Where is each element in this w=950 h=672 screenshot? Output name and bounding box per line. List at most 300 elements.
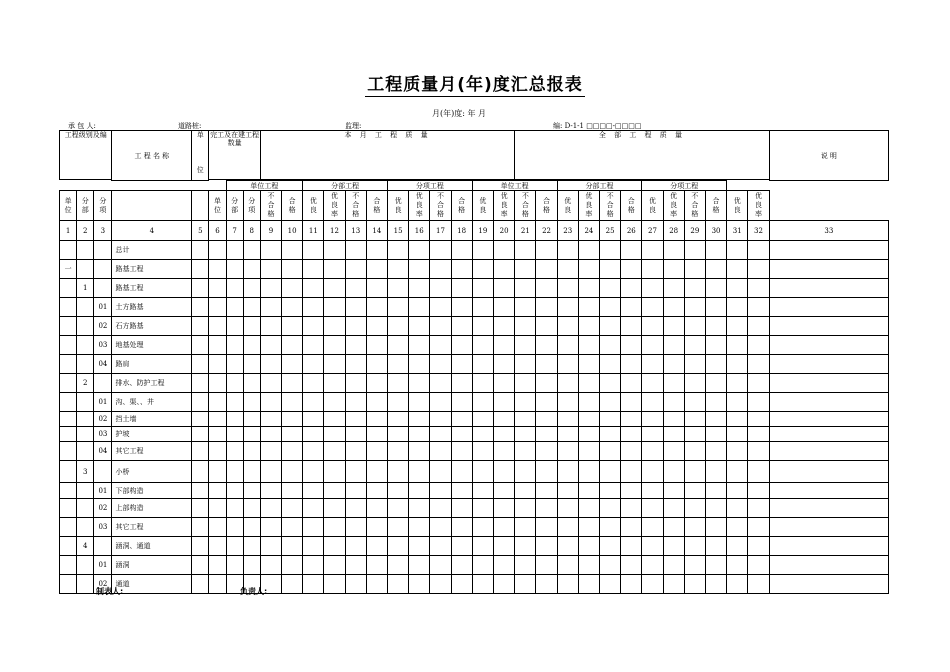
column-number: 11	[303, 221, 324, 241]
data-cell	[324, 483, 345, 499]
data-cell	[515, 260, 536, 279]
data-cell	[345, 442, 366, 461]
data-cell	[727, 317, 748, 336]
level-division-cell	[77, 483, 94, 499]
data-cell	[748, 556, 769, 575]
data-cell	[769, 241, 888, 260]
data-cell	[345, 483, 366, 499]
data-cell	[769, 483, 888, 499]
data-cell	[243, 427, 260, 442]
data-cell	[243, 374, 260, 393]
remark-sub-cell	[769, 191, 888, 221]
data-cell	[366, 317, 387, 336]
data-cell	[600, 537, 621, 556]
data-cell	[600, 336, 621, 355]
level-sub-header: 分项	[94, 191, 112, 221]
level-item-cell: 04	[94, 355, 112, 374]
quality-group-header: 分部工程	[557, 181, 642, 191]
data-cell	[642, 537, 663, 556]
data-cell	[282, 241, 303, 260]
data-cell	[727, 374, 748, 393]
table-row	[60, 374, 889, 393]
data-cell	[515, 499, 536, 518]
column-number: 1	[60, 221, 77, 241]
data-cell	[366, 575, 387, 594]
column-number: 28	[663, 221, 684, 241]
data-cell	[684, 442, 705, 461]
data-cell	[303, 374, 324, 393]
data-cell	[515, 393, 536, 412]
project-name-cell: 涵洞	[112, 556, 192, 575]
data-cell	[600, 575, 621, 594]
project-name-cell: 护坡	[112, 427, 192, 442]
data-cell	[493, 575, 514, 594]
data-cell	[769, 556, 888, 575]
data-cell	[260, 374, 281, 393]
level-unit-cell	[60, 461, 77, 483]
data-cell	[621, 260, 642, 279]
data-cell	[387, 575, 408, 594]
data-cell	[621, 499, 642, 518]
data-cell	[226, 427, 243, 442]
data-cell	[578, 279, 599, 298]
data-cell	[642, 279, 663, 298]
table-row	[60, 279, 889, 298]
data-cell	[642, 355, 663, 374]
project-name-cell: 小桥	[112, 461, 192, 483]
column-number: 8	[243, 221, 260, 241]
quality-sub-header: 优良率	[409, 191, 430, 221]
data-cell	[243, 393, 260, 412]
data-cell	[366, 427, 387, 442]
data-cell	[209, 241, 226, 260]
project-name-cell: 通道	[112, 575, 192, 594]
data-cell	[260, 461, 281, 483]
level-division-cell	[77, 575, 94, 594]
data-cell	[642, 427, 663, 442]
table-row	[60, 427, 889, 442]
data-cell	[727, 442, 748, 461]
data-cell	[748, 518, 769, 537]
data-cell	[493, 279, 514, 298]
data-cell	[621, 393, 642, 412]
data-cell	[451, 518, 472, 537]
level-unit-cell: 一	[60, 260, 77, 279]
data-cell	[557, 241, 578, 260]
level-item-cell: 02	[94, 317, 112, 336]
data-cell	[748, 336, 769, 355]
quality-sub-header: 合格	[282, 191, 303, 221]
column-number: 12	[324, 221, 345, 241]
data-cell	[621, 336, 642, 355]
data-cell	[451, 575, 472, 594]
data-cell	[451, 317, 472, 336]
data-cell	[192, 537, 209, 556]
data-cell	[621, 241, 642, 260]
data-cell	[226, 355, 243, 374]
data-cell	[536, 442, 557, 461]
data-cell	[345, 556, 366, 575]
data-cell	[515, 279, 536, 298]
data-cell	[226, 336, 243, 355]
data-cell	[642, 499, 663, 518]
column-number: 30	[705, 221, 726, 241]
data-cell	[345, 241, 366, 260]
data-cell	[345, 355, 366, 374]
table-row	[60, 336, 889, 355]
data-cell	[769, 260, 888, 279]
data-cell	[243, 355, 260, 374]
data-cell	[493, 556, 514, 575]
data-cell	[705, 374, 726, 393]
data-cell	[430, 499, 451, 518]
level-item-cell: 02	[94, 575, 112, 594]
data-cell	[226, 241, 243, 260]
quality-sub-header: 优良	[727, 191, 748, 221]
all-quality-header: 全 部 工 程 质 量	[515, 131, 769, 180]
data-cell	[515, 518, 536, 537]
project-name-cell: 其它工程	[112, 518, 192, 537]
data-cell	[684, 518, 705, 537]
level-division-cell	[77, 241, 94, 260]
level-unit-cell	[60, 483, 77, 499]
data-cell	[578, 241, 599, 260]
data-cell	[536, 518, 557, 537]
data-cell	[324, 575, 345, 594]
data-cell	[387, 317, 408, 336]
data-cell	[192, 499, 209, 518]
column-number: 19	[472, 221, 493, 241]
data-cell	[578, 483, 599, 499]
data-cell	[324, 260, 345, 279]
table-row	[60, 537, 889, 556]
level-item-cell	[94, 461, 112, 483]
data-cell	[409, 483, 430, 499]
data-cell	[684, 461, 705, 483]
data-cell	[705, 317, 726, 336]
data-cell	[260, 518, 281, 537]
table-row	[60, 393, 889, 412]
column-number: 23	[557, 221, 578, 241]
data-cell	[578, 412, 599, 427]
data-cell	[621, 317, 642, 336]
data-cell	[451, 279, 472, 298]
column-number: 9	[260, 221, 281, 241]
data-cell	[324, 499, 345, 518]
quality-sub-header: 合格	[451, 191, 472, 221]
data-cell	[451, 336, 472, 355]
data-cell	[243, 412, 260, 427]
level-unit-cell	[60, 374, 77, 393]
data-cell	[578, 461, 599, 483]
data-cell	[493, 537, 514, 556]
data-cell	[769, 317, 888, 336]
data-cell	[366, 355, 387, 374]
data-cell	[684, 499, 705, 518]
data-cell	[324, 412, 345, 427]
data-cell	[409, 241, 430, 260]
data-cell	[366, 556, 387, 575]
quality-group-header: 单位工程	[472, 181, 557, 191]
data-cell	[557, 317, 578, 336]
data-cell	[209, 556, 226, 575]
level-division-cell	[77, 412, 94, 427]
data-cell	[260, 442, 281, 461]
data-cell	[557, 518, 578, 537]
data-cell	[260, 355, 281, 374]
data-cell	[345, 427, 366, 442]
data-cell	[366, 298, 387, 317]
data-cell	[260, 298, 281, 317]
level-unit-cell	[60, 427, 77, 442]
data-cell	[409, 298, 430, 317]
data-cell	[769, 298, 888, 317]
data-cell	[209, 279, 226, 298]
data-cell	[663, 556, 684, 575]
data-cell	[642, 260, 663, 279]
data-cell	[769, 393, 888, 412]
level-unit-cell	[60, 442, 77, 461]
data-cell	[705, 298, 726, 317]
data-cell	[684, 427, 705, 442]
data-cell	[260, 427, 281, 442]
data-cell	[451, 483, 472, 499]
data-cell	[387, 298, 408, 317]
data-cell	[515, 537, 536, 556]
table-row	[60, 483, 889, 499]
data-cell	[209, 374, 226, 393]
data-cell	[515, 575, 536, 594]
data-cell	[557, 336, 578, 355]
column-number: 2	[77, 221, 94, 241]
column-number: 27	[642, 221, 663, 241]
data-cell	[345, 260, 366, 279]
maker-label: 制表人:	[96, 587, 124, 596]
data-cell	[209, 483, 226, 499]
data-cell	[451, 298, 472, 317]
table-row	[60, 575, 889, 594]
column-number: 13	[345, 221, 366, 241]
data-cell	[282, 317, 303, 336]
data-cell	[748, 537, 769, 556]
level-division-cell: 2	[77, 374, 94, 393]
data-cell	[663, 393, 684, 412]
data-cell	[705, 483, 726, 499]
data-cell	[515, 355, 536, 374]
quality-group-header: 单位工程	[226, 181, 303, 191]
data-cell	[324, 393, 345, 412]
table-row	[60, 298, 889, 317]
data-cell	[536, 336, 557, 355]
quality-sub-header: 不合格	[600, 191, 621, 221]
data-cell	[536, 298, 557, 317]
project-name-cell: 路基工程	[112, 260, 192, 279]
column-number: 16	[409, 221, 430, 241]
column-number: 6	[209, 221, 226, 241]
data-cell	[600, 355, 621, 374]
data-cell	[748, 279, 769, 298]
data-cell	[303, 499, 324, 518]
data-cell	[536, 374, 557, 393]
data-cell	[387, 393, 408, 412]
data-cell	[727, 556, 748, 575]
level-division-cell	[77, 336, 94, 355]
data-cell	[515, 317, 536, 336]
data-cell	[493, 518, 514, 537]
data-cell	[430, 241, 451, 260]
data-cell	[303, 260, 324, 279]
data-cell	[345, 393, 366, 412]
data-cell	[621, 537, 642, 556]
data-cell	[324, 336, 345, 355]
data-cell	[430, 393, 451, 412]
data-cell	[282, 483, 303, 499]
data-cell	[600, 412, 621, 427]
data-cell	[684, 260, 705, 279]
data-cell	[409, 374, 430, 393]
data-cell	[600, 499, 621, 518]
data-cell	[472, 575, 493, 594]
data-cell	[557, 461, 578, 483]
data-cell	[705, 518, 726, 537]
data-cell	[621, 483, 642, 499]
data-cell	[451, 374, 472, 393]
data-cell	[243, 260, 260, 279]
data-cell	[243, 336, 260, 355]
data-cell	[243, 461, 260, 483]
data-cell	[493, 461, 514, 483]
data-cell	[684, 241, 705, 260]
quality-sub-header: 优良率	[324, 191, 345, 221]
data-cell	[536, 393, 557, 412]
data-cell	[748, 483, 769, 499]
data-cell	[578, 427, 599, 442]
data-cell	[578, 355, 599, 374]
data-cell	[209, 412, 226, 427]
data-cell	[282, 427, 303, 442]
data-cell	[642, 518, 663, 537]
table-row	[60, 499, 889, 518]
level-division-cell: 3	[77, 461, 94, 483]
data-cell	[209, 260, 226, 279]
data-cell	[578, 393, 599, 412]
data-cell	[472, 241, 493, 260]
quality-sub-header: 合格	[366, 191, 387, 221]
column-number: 18	[451, 221, 472, 241]
data-cell	[192, 575, 209, 594]
data-cell	[748, 241, 769, 260]
data-cell	[243, 537, 260, 556]
data-cell	[324, 298, 345, 317]
data-cell	[578, 260, 599, 279]
table-row	[60, 556, 889, 575]
table-row	[60, 412, 889, 427]
level-header: 工程级别及编	[60, 131, 112, 180]
column-number: 21	[515, 221, 536, 241]
data-cell	[324, 427, 345, 442]
data-cell	[243, 279, 260, 298]
level-unit-cell	[60, 556, 77, 575]
level-unit-cell	[60, 575, 77, 594]
data-cell	[345, 518, 366, 537]
quality-sub-header: 不合格	[515, 191, 536, 221]
project-name-cell: 土方路基	[112, 298, 192, 317]
data-cell	[621, 279, 642, 298]
level-division-cell	[77, 518, 94, 537]
level-item-cell: 03	[94, 518, 112, 537]
data-cell	[727, 537, 748, 556]
data-cell	[243, 442, 260, 461]
quality-sub-header: 不合格	[430, 191, 451, 221]
data-cell	[515, 427, 536, 442]
data-cell	[226, 374, 243, 393]
data-cell	[243, 241, 260, 260]
data-cell	[705, 260, 726, 279]
level-item-cell: 01	[94, 483, 112, 499]
column-number: 26	[621, 221, 642, 241]
data-cell	[600, 241, 621, 260]
data-cell	[192, 483, 209, 499]
data-cell	[727, 298, 748, 317]
data-cell	[282, 556, 303, 575]
quality-sub-header: 优良	[557, 191, 578, 221]
data-cell	[578, 317, 599, 336]
data-cell	[727, 279, 748, 298]
data-cell	[621, 556, 642, 575]
data-cell	[748, 355, 769, 374]
level-unit-cell	[60, 336, 77, 355]
quality-group-header: 分部工程	[303, 181, 388, 191]
table-row	[60, 260, 889, 279]
data-cell	[472, 317, 493, 336]
data-cell	[387, 260, 408, 279]
data-cell	[366, 483, 387, 499]
quality-sub-header: 优良	[472, 191, 493, 221]
data-cell	[303, 412, 324, 427]
data-cell	[451, 427, 472, 442]
level-division-cell	[77, 317, 94, 336]
data-cell	[192, 412, 209, 427]
data-cell	[430, 412, 451, 427]
data-cell	[493, 317, 514, 336]
data-cell	[663, 279, 684, 298]
project-name-cell: 总计	[112, 241, 192, 260]
data-cell	[748, 461, 769, 483]
data-cell	[303, 575, 324, 594]
qty-sub-header: 分部	[226, 191, 243, 221]
data-cell	[209, 499, 226, 518]
data-cell	[769, 279, 888, 298]
data-cell	[600, 518, 621, 537]
project-name-cell: 路肩	[112, 355, 192, 374]
data-cell	[557, 483, 578, 499]
data-cell	[282, 336, 303, 355]
data-cell	[769, 355, 888, 374]
level-division-cell	[77, 427, 94, 442]
data-cell	[557, 298, 578, 317]
data-cell	[536, 427, 557, 442]
data-cell	[366, 537, 387, 556]
data-cell	[409, 556, 430, 575]
data-cell	[621, 374, 642, 393]
data-cell	[515, 298, 536, 317]
data-cell	[515, 241, 536, 260]
data-cell	[243, 483, 260, 499]
data-cell	[493, 241, 514, 260]
level-item-cell: 03	[94, 427, 112, 442]
data-cell	[430, 279, 451, 298]
data-cell	[430, 483, 451, 499]
